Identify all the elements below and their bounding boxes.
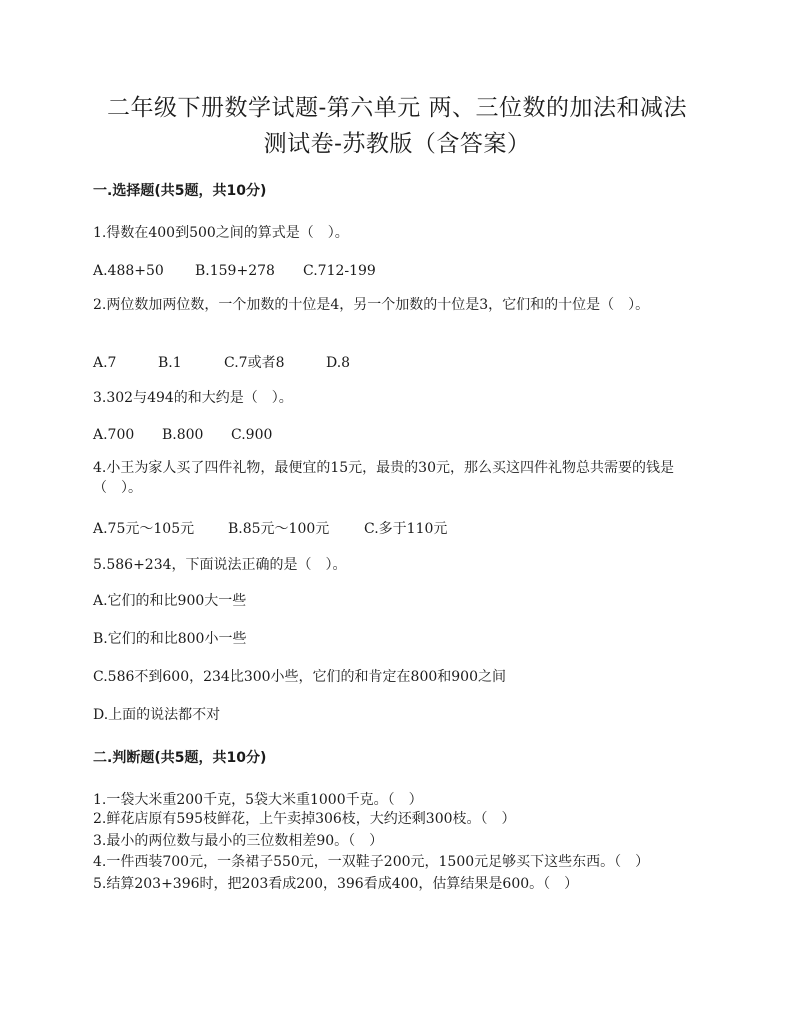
section-heading-true-false: 二.判断题(共5题，共10分) [93,750,267,766]
option: C.7或者8 [224,355,285,371]
question-5-option-b: B.它们的和比800小一些 [93,631,247,647]
option: B.800 [162,427,204,443]
question-4: 4.小王为家人买了四件礼物，最便宜的15元，最贵的30元，那么买这四件礼物总共需要的钱是（ ）。 [93,460,674,496]
judgement-item-1: 1.一袋大米重200千克，5袋大米重1000千克。（ ） [93,792,423,808]
document-title-line1: 二年级下册数学试题-第六单元 两、三位数的加法和减法 [106,95,688,121]
judgement-item-2: 2.鲜花店原有595枝鲜花，上午卖掉306枝，大约还剩300枝。（ ） [93,811,516,827]
option: A.488+50 [93,263,164,279]
judgement-item-4: 4.一件西装700元，一条裙子550元，一双鞋子200元，1500元足够买下这些东西。（ ） [93,854,650,870]
option: A.7 [93,355,117,371]
option: C.多于110元 [364,521,448,537]
question-5-option-c: C.586不到600，234比300小些，它们的和肯定在800和900之间 [93,669,506,685]
question-3-options [93,425,272,445]
question-2: 2.两位数加两位数，一个加数的十位是4，另一个加数的十位是3，它们和的十位是（ ）。 [93,297,650,313]
question-5-option-a: A.它们的和比900大一些 [93,593,247,609]
judgement-item-3: 3.最小的两位数与最小的三位数相差90。（ ） [93,833,384,849]
question-5: 5.586+234，下面说法正确的是（ ）。 [93,557,347,573]
option: A.75元～105元 [93,521,195,537]
section-heading-choice: 一.选择题(共5题，共10分) [93,183,267,199]
option: B.1 [158,355,182,371]
question-3: 3.302与494的和大约是（ ）。 [93,390,293,406]
question-4-options [93,519,447,539]
question-5-option-d: D.上面的说法都不对 [93,707,221,723]
option: B.159+278 [195,263,275,279]
option: C.900 [231,427,273,443]
option: B.85元～100元 [228,521,330,537]
question-1: 1.得数在400到500之间的算式是（ ）。 [93,225,349,241]
option: D.8 [326,355,351,371]
question-1-options [93,261,376,281]
document-title-line2: 测试卷-苏教版（含答案） [263,131,531,157]
option: C.712-199 [303,263,376,279]
question-2-options [93,353,350,373]
judgement-item-5: 5.结算203+396时，把203看成200，396看成400，估算结果是600。（ ） [93,876,579,892]
option: A.700 [93,427,135,443]
